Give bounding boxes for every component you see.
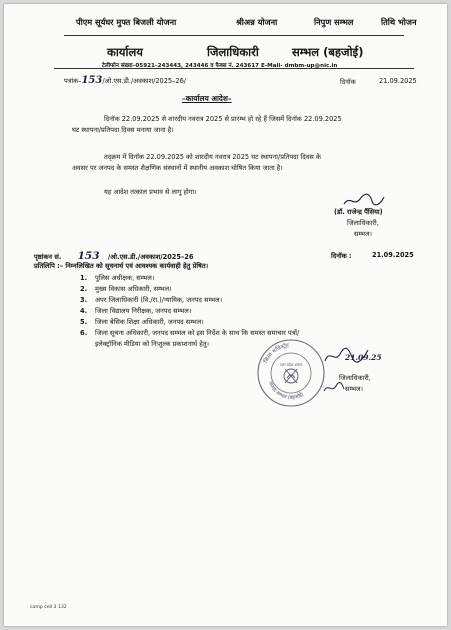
endorsement-text: /ओ.एस.डी./अवकाश/2025–26 [107,253,194,261]
endorsement-date-label: दिनॉक : [331,252,352,260]
document-page [4,4,447,626]
paragraph-1 [72,114,342,136]
office-title: जिलाधिकारी [207,45,259,59]
slogan-1: पीएम सूर्यघर मुफ्त बिजली योजना [76,17,177,27]
paragraph-line: तद्क्रम में दिनॉक 22.09.2025 को शारदीय नवरात्र 2025 घट स्थापना/प्रतिपदा दिवस के [104,153,321,161]
signatory-designation: जिलाधिकारी, [347,219,379,227]
seal-top-text: जिला मजिस्ट्रेट [263,343,290,365]
official-seal [256,338,326,408]
paragraph-line: घट स्थापना/प्रतिपदा दिवस मनाया जाना है। [72,126,174,134]
svg-text:जिला मजिस्ट्रेट [262,342,289,364]
office-location: सम्भल (बहजोई) [292,45,364,59]
reference-label: पत्रांक– [64,77,82,85]
list-item: 2. मुख्य विकास अधिकारी, सम्भल। [80,285,172,293]
signatory-name: (डॉ. राजेन्द्र पैंसिया) [334,208,383,216]
slogan-4: तिथि भोजन [381,17,417,27]
initials-mark [322,381,346,395]
seal-bottom-text: जनपद सम्भल (बहजोई) [266,380,306,402]
list-item-continuation: इलेक्ट्रॉनिक मीडिया को निःशुल्क प्रकाशनार्थ हेतु। [95,340,210,348]
endorsement-number: 153 [77,250,100,262]
reference-number: 153 [81,75,103,86]
endorsement-label: पृष्ठांकन सं. [34,253,62,261]
handwritten-date: 21.09.25 [345,353,382,362]
footer-note: camp cell 3 132 [30,605,67,610]
paragraph-3 [104,187,197,198]
reference-text: /ओ.एस.डी./अवकाश/2025–26/ [102,77,187,85]
header-rule [54,68,414,69]
list-item: 5. जिला बेसिक शिक्षा अधिकारी, जनपद सम्भल। [80,318,204,326]
paragraph-line: दिनॉक 22.09.2025 से शारदीय नवरात्र 2025 से प्रारम्भ हो रहे हैं जिसमें दिनॉक 22.09.2025 [104,115,342,123]
list-item: 4. जिला विद्यालय निरीक्षक, जनपद सम्भल। [80,307,192,315]
office-label: कार्यालय [107,45,143,59]
list-item: 3. अपर जिलाधिकारी (वि./रा.)/न्यायिक, जनपद सम्भल। [80,296,223,304]
bottom-designation: जिलाधिकारी, [339,374,371,382]
slogan-3: निपुण सम्भल [314,17,354,27]
divider [64,35,404,36]
bottom-place: सम्भल। [345,385,364,393]
order-heading: –कार्यालय आदेश– [182,94,232,103]
paragraph-2 [72,152,321,174]
svg-text:जनपद सम्भल (बहजोई) [267,380,305,401]
endorsement-date: 21.09.2025 [372,251,414,259]
paragraph-line: अवसर पर जनपद के समस्त शैक्षणिक संस्थानों में स्थानीय अवकाश घोषित किया जाता है। [72,164,283,172]
reference-date: 21.09.2025 [379,77,417,85]
reference-date-label: दिनॉक [340,78,356,86]
paragraph-line: यह आदेश तत्काल प्रभाव से लागू होगा। [104,188,197,196]
contact-line: टेलीफोन संख्या–05921–243443, 243446 व फैक्स नं. 243617 E-Mail- dmbm-up@nic.in [102,63,338,69]
copy-line: प्रतिलिपि :– निम्नलिखित को सूचनार्थ एवं आवश्यक कार्यवाही हेतु प्रेषित। [34,262,209,270]
list-item: 6. जिला सूचना अधिकारी, जनपद सम्भल को इस निर्देश के साथ कि समस्त समाचार पत्रों/ [80,329,300,337]
emblem-icon [284,369,298,383]
signatory-place: सम्भल। [354,230,373,238]
list-item: 1. पुलिस अधीक्षक, सम्भल। [80,274,155,282]
slogan-2: श्रीअन्न योजना [236,17,278,27]
reference-line [64,75,186,86]
seal-center-text: उत्तर प्रदेश शासन [279,363,303,367]
